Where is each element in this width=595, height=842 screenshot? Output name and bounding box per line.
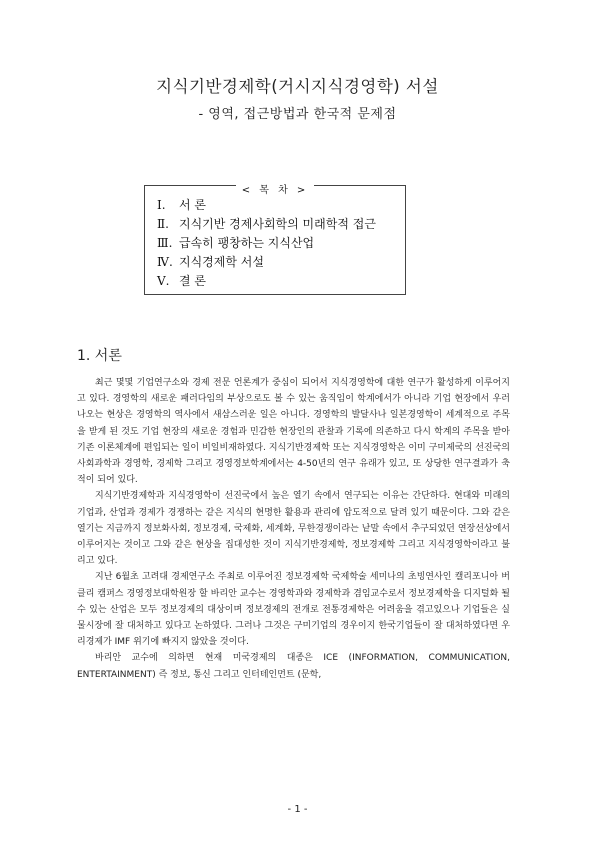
paragraph: 지식기반경제학과 지식경영학이 선진국에서 높은 열기 속에서 연구되는 이유는 간단하다. 현대와 미래의 기업과, 산업과 경제가 경쟁하는 같은 지식의 현명한 활용과 관리에 압도적으로 달려 있기 때문이다. 그와 같은 열기는 지금까지 정보화사회, 정보경제, 국제화, 세계화, 무한경쟁이라는 낱말 속에서 추구되었던 연장선상에서 이루어지는 것이고 그와 같은 현상을 집대성한 것이 지식기반경제학, 정보경제학 그리고 지식경영학이라고 불리고 있다.: [77, 491, 510, 567]
toc-item: [157, 215, 399, 234]
toc-item-number: Ⅳ.: [157, 255, 173, 269]
toc-item: [157, 196, 399, 215]
toc-item-number: Ⅲ.: [157, 236, 173, 250]
paragraph: 바리안 교수에 의하면 현재 미국경제의 대종은 ICE (INFORMATION, COMMUNICATION, ENTERTAINMENT) 즉 정보, 통신 그리고 인터테인먼트 (문학,: [77, 653, 510, 680]
toc-item: [157, 272, 399, 291]
paragraph: 최근 몇몇 기업연구소와 경제 전문 언론계가 중심이 되어서 지식경영학에 대한 연구가 활성하게 이루어지고 있다. 경영학의 새로운 패러다임의 부상으로도 볼 수 있는 움직임이 학계에서가 아니라 기업 현장에서 우러나오는 현상은 경영학의 역사에서 새삼스러운 일은 아니다. 경영학의 발달사나 일본경영학이 세계적으로 주목을 받게 된 것도 기업 현장의 새로운 경험과 민감한 현장인의 관찰과 기록에 의존하고 다시 학계의 주목을 받아 기존 이론체계에 편입되는 일이 비일비재하였다. 지식기반경제학 또는 지식경영학은 이미 구미제국의 선진국의 사회과학과 경영학, 경제학 그리고 경영정보학계에서는 4-50년의 연구 유래가 있고, 또 상당한 연구결과가 축적이 되어 있다.: [77, 378, 510, 486]
document-subtitle: - 영역, 접근방법과 한국적 문제점: [198, 107, 397, 122]
toc-item-label: 지식기반 경제사회학의 미래학적 접근: [179, 217, 376, 231]
toc-item-label: 급속히 팽창하는 지식산업: [179, 236, 315, 250]
section-heading: 1. 서론: [77, 348, 122, 364]
toc-item-number: Ⅰ.: [157, 198, 166, 212]
toc-item: [157, 253, 399, 272]
toc-list: [157, 196, 399, 291]
toc-heading-wrap: [145, 178, 405, 197]
toc-item-label: 결 론: [179, 274, 206, 288]
toc-heading: < 목 차 >: [236, 185, 315, 196]
toc-item-number: Ⅴ.: [157, 274, 170, 288]
page-number: - 1 -: [287, 804, 308, 815]
table-of-contents: [144, 185, 406, 295]
toc-item-label: 서 론: [179, 198, 206, 212]
toc-item: [157, 234, 399, 253]
document-title: 지식기반경제학(거시지식경영학) 서설: [156, 77, 439, 96]
paragraph: 지난 6월초 고려대 경제연구소 주최로 이루어진 정보경제학 국제학술 세미나의 초빙연사인 캘리포니아 버클리 캠퍼스 경영정보대학원장 할 바리안 교수는 경영학과와 경제학과 겸임교수로서 정보경제학을 디지털화 될 수 있는 산업은 모두 정보경제의 대상이며 정보경제의 전개로 전통경제학은 어려움을 겪고있으나 기업들은 실물시장에 잘 대처하고 있다고 논하였다. 그러나 그것은 구미기업의 경우이지 한국기업들이 잘 대처하였다면 우리경제가 IMF 위기에 빠지지 않았을 것이다.: [77, 572, 510, 648]
body-text: [77, 375, 510, 683]
toc-item-label: 지식경제학 서설: [179, 255, 264, 269]
toc-item-number: Ⅱ.: [157, 217, 169, 231]
